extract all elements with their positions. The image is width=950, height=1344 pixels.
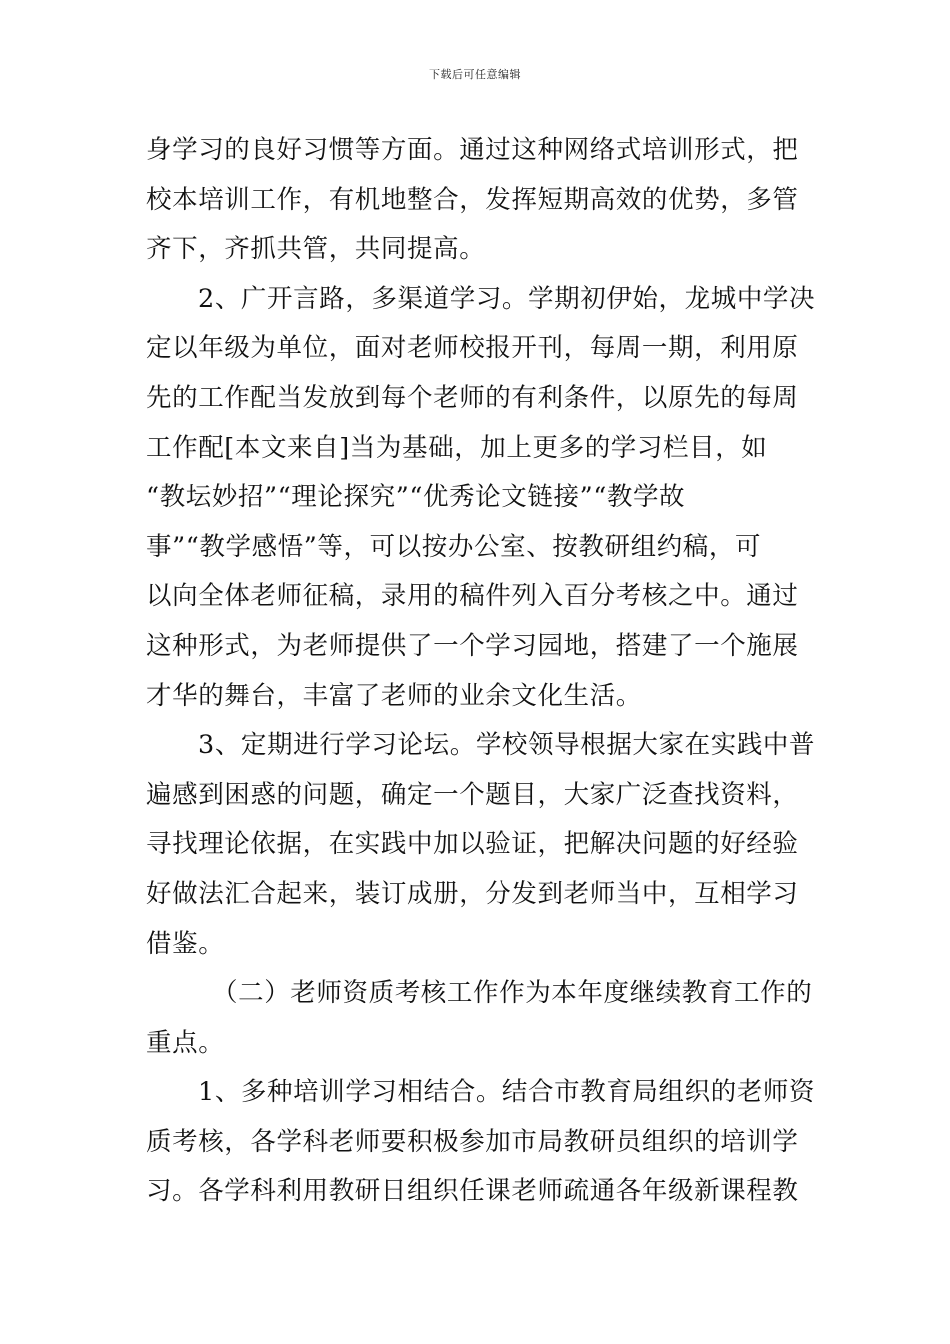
paragraph-start-line: 2、广开言路，多渠道学习。学期初伊始，龙城中学决 bbox=[198, 283, 816, 314]
text-line: 工作配[本文来自]当为基础，加上更多的学习栏目，如 bbox=[146, 432, 768, 463]
text-line: 校本培训工作，有机地整合，发挥短期高效的优势，多管 bbox=[146, 184, 799, 215]
text-line: 借鉴。 bbox=[146, 928, 225, 959]
text-line: 这种形式，为老师提供了一个学习园地，搭建了一个施展 bbox=[146, 630, 799, 661]
page-header-note: 下载后可任意编辑 bbox=[429, 68, 521, 81]
text-line: 习。各学科利用教研日组织任课老师疏通各年级新课程教 bbox=[146, 1176, 799, 1207]
text-line: 质考核，各学科老师要积极参加市局教研员组织的培训学 bbox=[146, 1126, 799, 1157]
text-line: 重点。 bbox=[146, 1027, 225, 1058]
text-line: 定以年级为单位，面对老师校报开刊，每周一期，利用原 bbox=[146, 333, 799, 364]
text-line: 寻找理论依据，在实践中加以验证，把解决问题的好经验 bbox=[146, 829, 799, 860]
document-body bbox=[146, 126, 816, 1217]
text-line: 好做法汇合起来，装订成册，分发到老师当中，互相学习 bbox=[146, 878, 799, 909]
text-line: 先的工作配当发放到每个老师的有利条件，以原先的每周 bbox=[146, 382, 799, 413]
paragraph-start-line: 3、定期进行学习论坛。学校领导根据大家在实践中普 bbox=[198, 730, 816, 761]
section-heading-line: （二）老师资质考核工作作为本年度继续教育工作的 bbox=[212, 978, 813, 1009]
text-line: 身学习的良好习惯等方面。通过这种网络式培训形式，把 bbox=[146, 135, 799, 165]
text-line: 事”“教学感悟”等，可以按办公室、按教研组约稿，可 bbox=[146, 531, 762, 562]
text-line: 遍感到困惑的问题，确定一个题目，大家广泛查找资料， bbox=[146, 779, 799, 810]
text-line: 以向全体老师征稿，录用的稿件列入百分考核之中。通过 bbox=[146, 581, 799, 612]
paragraph-start-line: 1、多种培训学习相结合。结合市教育局组织的老师资 bbox=[198, 1077, 816, 1108]
text-line: 才华的舞台，丰富了老师的业余文化生活。 bbox=[146, 680, 642, 711]
text-line: 齐下，齐抓共管，共同提高。 bbox=[146, 234, 486, 265]
text-line: “教坛妙招”“理论探究”“优秀论文链接”“教学故 bbox=[146, 482, 686, 513]
